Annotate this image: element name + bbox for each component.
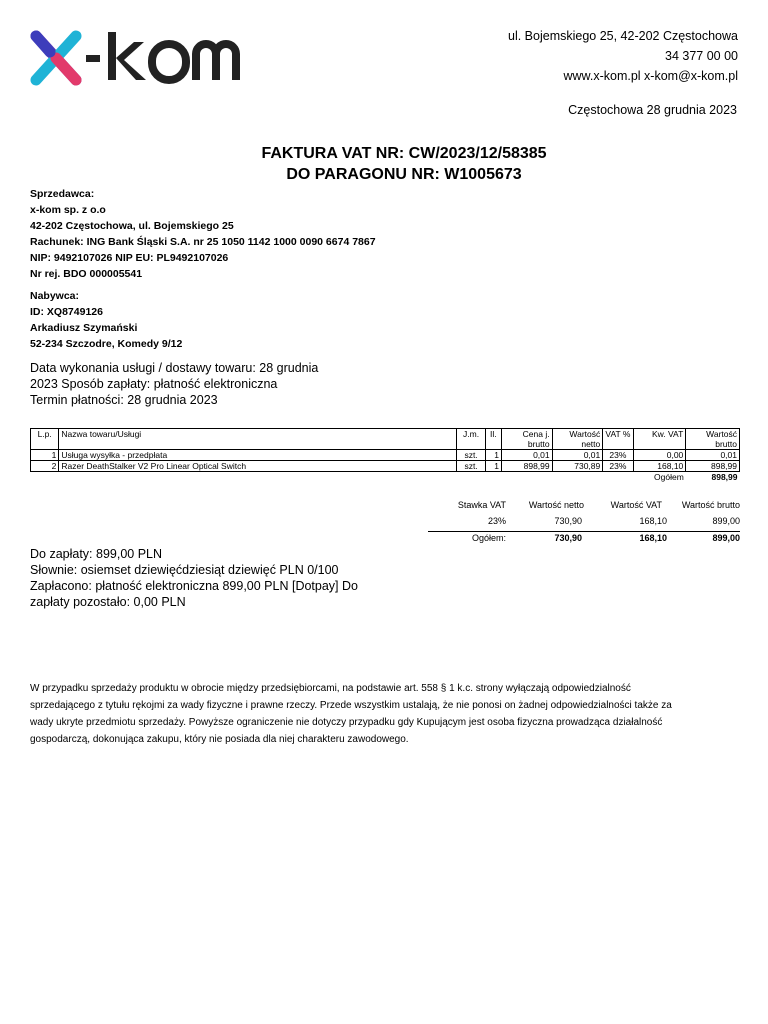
row-unit: szt. xyxy=(457,450,485,461)
seller-bdo: Nr rej. BDO 000005541 xyxy=(30,268,143,280)
vat-total-amount: 168,10 xyxy=(639,533,667,543)
legal-line: wady ukryte przedmiotu sprzedaży. Powyższe ograniczenie nie dotyczy przypadku gdy Kupującym jest osoba fizyczna prowadząca działalność xyxy=(30,717,663,728)
legal-line: sprzedającego z tytułu rękojmi za wady fizyczne i prawne rzeczy. Przede wszystkim ustalają, że nie ponosi on żadnej odpowiedzialności także za xyxy=(30,700,672,711)
vat-total-label: Ogółem: xyxy=(471,533,506,543)
amount-paid: Zapłacono: płatność elektroniczna 899,00 PLN [Dotpay] Do xyxy=(30,579,358,593)
buyer-block xyxy=(30,288,182,352)
payment-due: Termin płatności: 28 grudnia 2023 xyxy=(30,393,218,407)
header-qty: Il. xyxy=(485,429,501,450)
total-label: Ogółem xyxy=(654,472,684,482)
vat-rate: 23% xyxy=(487,516,506,526)
row-qty: 1 xyxy=(485,461,501,472)
amount-in-words: Słownie: osiemset dziewięćdziesiąt dziewięć PLN 0/100 xyxy=(30,563,339,577)
delivery-date: Data wykonania usługi / dostawy towaru: 28 grudnia xyxy=(30,361,319,375)
header-vat-amt: Kw. VAT xyxy=(633,429,686,450)
row-vat-pct: 23% xyxy=(603,461,633,472)
vat-amount-header: Wartość VAT xyxy=(610,500,662,510)
row-name: Razer DeathStalker V2 Pro Linear Optical Switch xyxy=(59,461,457,472)
table-header-row xyxy=(31,429,740,450)
header-price: Cena j. brutto xyxy=(501,429,552,450)
buyer-address: 52-234 Szczodre, Komedy 9/12 xyxy=(30,338,183,350)
row-gross: 898,99 xyxy=(686,461,740,472)
seller-label: Sprzedawca: xyxy=(30,188,95,200)
invoice-title: FAKTURA VAT NR: CW/2023/12/58385 xyxy=(261,145,547,162)
amount-to-pay: Do zapłaty: 899,00 PLN xyxy=(30,547,163,561)
company-address xyxy=(508,26,738,86)
row-net: 730,89 xyxy=(552,461,603,472)
header-lp: L.p. xyxy=(31,429,59,450)
vat-summary-header xyxy=(428,500,740,514)
web-email: www.x-kom.pl x-kom@x-kom.pl xyxy=(563,69,738,83)
phone-number: 34 377 00 00 xyxy=(665,49,738,63)
legal-line: W przypadku sprzedaży produktu w obrocie między przedsiębiorcami, na podstawie art. 558 § 1 k.c. strony wyłączają odpowiedzialność xyxy=(30,683,631,694)
vat-rate-header: Stawka VAT xyxy=(457,500,506,510)
row-gross: 0,01 xyxy=(686,450,740,461)
header-unit: J.m. xyxy=(457,429,485,450)
legal-line: gospodarczą, dokonująca zakupu, który nie posiada dla niej charakteru zawodowego. xyxy=(30,734,409,745)
vat-net: 730,90 xyxy=(554,516,582,526)
row-lp: 1 xyxy=(31,450,59,461)
vat-gross: 899,00 xyxy=(712,516,740,526)
header-name: Nazwa towaru/Usługi xyxy=(59,429,457,450)
vat-summary-total xyxy=(428,533,740,547)
row-lp: 2 xyxy=(31,461,59,472)
address-line: ul. Bojemskiego 25, 42-202 Częstochowa xyxy=(508,29,738,43)
seller-name: x-kom sp. z o.o xyxy=(30,204,106,216)
vat-net-header: Wartość netto xyxy=(528,500,584,510)
buyer-name: Arkadiusz Szymański xyxy=(30,322,138,334)
seller-account: Rachunek: ING Bank Śląski S.A. nr 25 1050 1142 1000 0090 6674 7867 xyxy=(30,236,376,248)
row-net: 0,01 xyxy=(552,450,603,461)
vat-amount: 168,10 xyxy=(639,516,667,526)
vat-total-net: 730,90 xyxy=(554,533,582,543)
row-unit: szt. xyxy=(457,461,485,472)
vat-summary xyxy=(428,500,740,550)
x-kom-logo xyxy=(28,24,253,94)
vat-total-gross: 899,00 xyxy=(712,533,740,543)
table-total-row xyxy=(31,472,740,483)
place-date: Częstochowa 28 grudnia 2023 xyxy=(568,103,737,117)
header-vat-pct: VAT % xyxy=(603,429,633,450)
company-logo xyxy=(28,24,253,94)
vat-divider xyxy=(428,531,740,532)
delivery-terms xyxy=(30,360,360,408)
seller-block xyxy=(30,186,376,282)
header-net: Wartość netto xyxy=(552,429,603,450)
row-vat-amt: 0,00 xyxy=(633,450,686,461)
payment-summary xyxy=(30,546,370,610)
row-price: 0,01 xyxy=(501,450,552,461)
buyer-label: Nabywca: xyxy=(30,290,80,302)
row-vat-pct: 23% xyxy=(603,450,633,461)
seller-nip: NIP: 9492107026 NIP EU: PL9492107026 xyxy=(30,252,229,264)
buyer-id: ID: XQ8749126 xyxy=(30,306,103,318)
row-name: Usługa wysyłka - przedpłata xyxy=(59,450,457,461)
receipt-number: DO PARAGONU NR: W1005673 xyxy=(286,166,522,183)
legal-notice xyxy=(30,680,730,748)
total-value: 898,99 xyxy=(711,472,738,482)
table-row xyxy=(31,450,740,461)
row-vat-amt: 168,10 xyxy=(633,461,686,472)
vat-gross-header: Wartość brutto xyxy=(681,500,740,510)
vat-summary-row xyxy=(428,516,740,530)
row-qty: 1 xyxy=(485,450,501,461)
seller-address: 42-202 Częstochowa, ul. Bojemskiego 25 xyxy=(30,220,234,232)
row-price: 898,99 xyxy=(501,461,552,472)
items-table xyxy=(30,428,740,482)
table-row xyxy=(31,461,740,472)
payment-method: 2023 Sposób zapłaty: płatność elektroniczna xyxy=(30,377,278,391)
header-gross: Wartość brutto xyxy=(686,429,740,450)
amount-remaining: zapłaty pozostało: 0,00 PLN xyxy=(30,595,186,609)
